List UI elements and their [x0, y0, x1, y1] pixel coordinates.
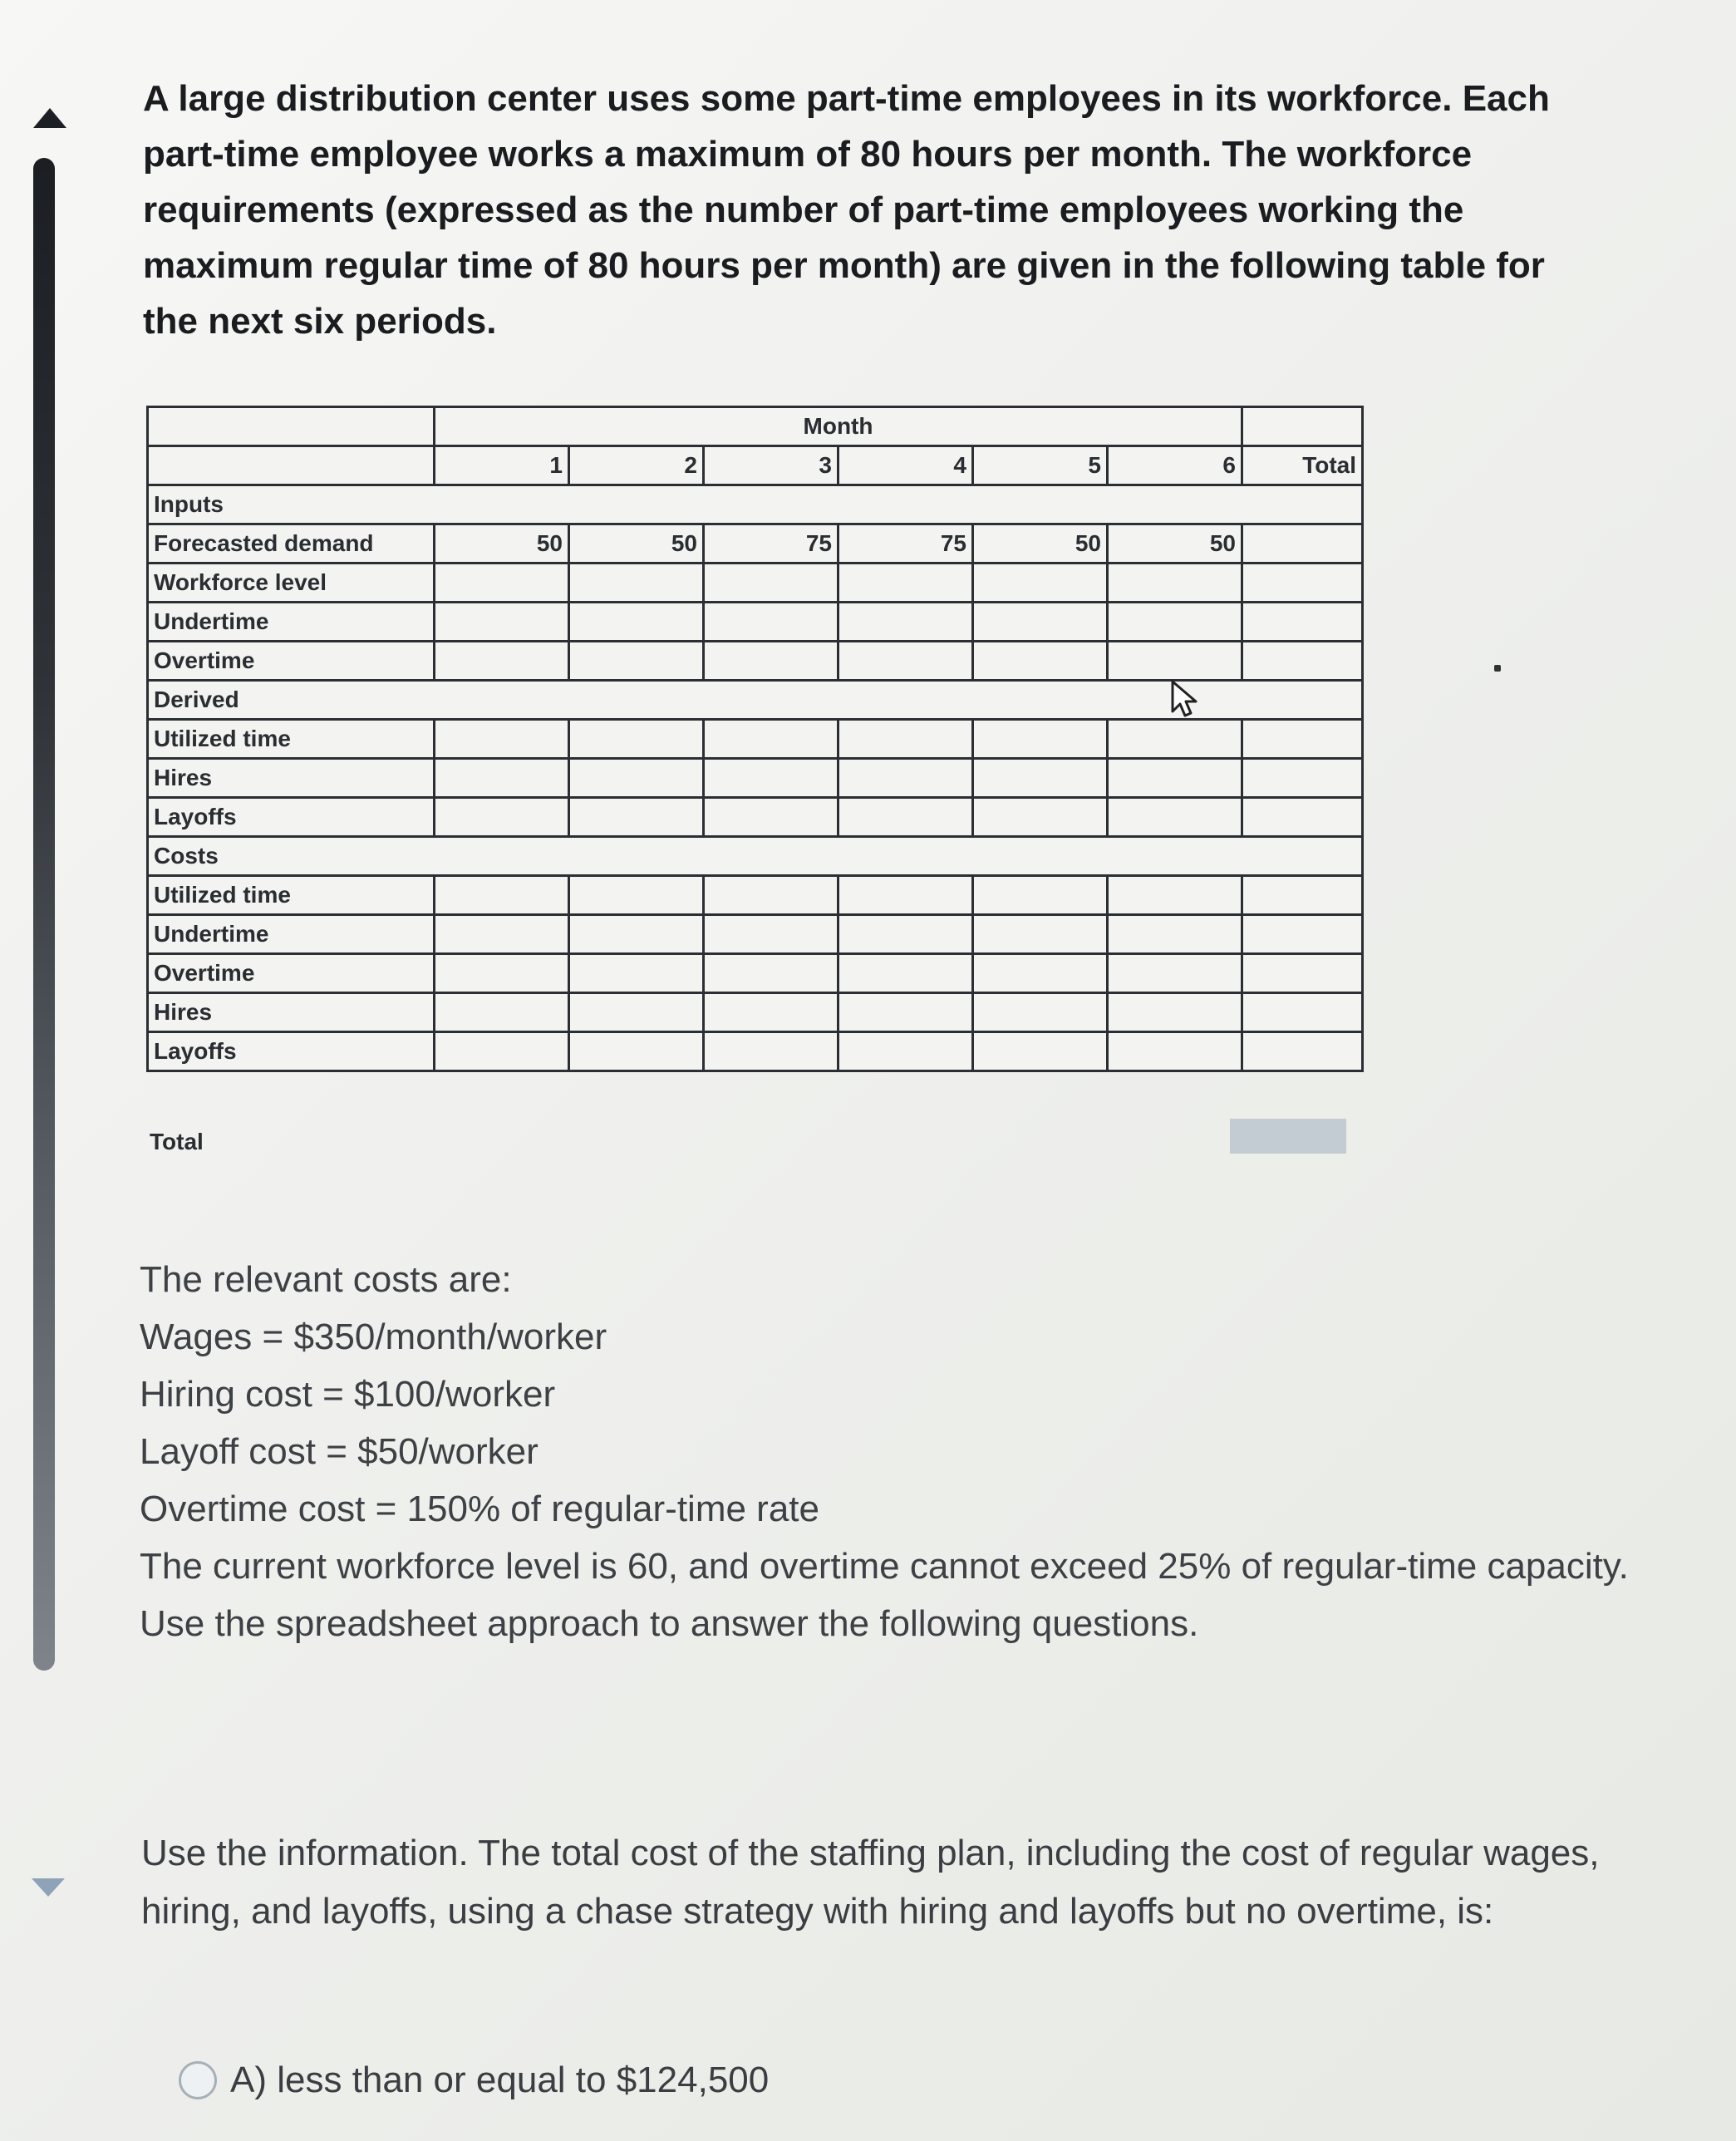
cost-wages: Wages = $350/month/worker: [140, 1317, 607, 1357]
input-cell[interactable]: [569, 603, 704, 642]
cost-cell[interactable]: [838, 993, 973, 1032]
derived-cell[interactable]: [838, 759, 973, 798]
derived-cell[interactable]: [435, 798, 569, 837]
table-row: [148, 798, 1363, 837]
month-header: Month: [435, 407, 1242, 446]
input-cell[interactable]: [973, 642, 1108, 681]
table-row: [148, 993, 1363, 1032]
input-cell[interactable]: [704, 642, 838, 681]
derived-cell[interactable]: [838, 798, 973, 837]
derived-cell[interactable]: [1108, 720, 1242, 759]
row-label-forecasted-demand: Forecasted demand: [148, 524, 435, 564]
corner-blank: [148, 407, 435, 446]
cost-cell[interactable]: [973, 876, 1108, 915]
input-cell[interactable]: [704, 564, 838, 603]
input-cell[interactable]: [569, 564, 704, 603]
cost-cell[interactable]: [435, 876, 569, 915]
cost-cell[interactable]: [973, 993, 1108, 1032]
cost-cell[interactable]: [704, 993, 838, 1032]
relevant-costs: [140, 1251, 1685, 1652]
total-cell: [1242, 564, 1363, 603]
derived-cell[interactable]: [704, 798, 838, 837]
cost-cell[interactable]: [973, 915, 1108, 954]
total-header: Total: [1242, 446, 1363, 485]
total-cell: [1242, 915, 1363, 954]
cost-cell[interactable]: [704, 876, 838, 915]
table-row: [148, 954, 1363, 993]
cost-cell[interactable]: [704, 1032, 838, 1071]
derived-cell[interactable]: [973, 759, 1108, 798]
input-cell[interactable]: [704, 603, 838, 642]
current-workforce-note: The current workforce level is 60, and overtime cannot exceed 25% of regular-time capacity.: [140, 1546, 1629, 1587]
total-cell: [1242, 954, 1363, 993]
grand-total-cell: [1230, 1119, 1346, 1154]
row-label-utilized-time: Utilized time: [148, 720, 435, 759]
spreadsheet: [146, 406, 1364, 1072]
cost-layoff: Layoff cost = $50/worker: [140, 1431, 539, 1472]
input-cell[interactable]: [838, 642, 973, 681]
table-row: [148, 524, 1363, 564]
derived-cell[interactable]: [973, 720, 1108, 759]
derived-cell[interactable]: [435, 759, 569, 798]
aggregate-plan-table: [146, 406, 1364, 1072]
input-cell[interactable]: [973, 564, 1108, 603]
cost-cell[interactable]: [838, 876, 973, 915]
demand-cell[interactable]: 75: [838, 524, 973, 564]
month-col-4: 4: [838, 446, 973, 485]
total-cell: [1242, 993, 1363, 1032]
derived-cell[interactable]: [973, 798, 1108, 837]
table-row: [148, 720, 1363, 759]
input-cell[interactable]: [1108, 564, 1242, 603]
grand-total-label: Total: [150, 1129, 204, 1154]
table-row: [148, 876, 1363, 915]
scroll-down-arrow-icon[interactable]: [32, 1878, 65, 1897]
derived-cell[interactable]: [838, 720, 973, 759]
cost-cell[interactable]: [973, 1032, 1108, 1071]
cost-cell[interactable]: [435, 1032, 569, 1071]
total-cell: [1242, 798, 1363, 837]
cost-hiring: Hiring cost = $100/worker: [140, 1374, 556, 1415]
question-text: Use the information. The total cost of the staffing plan, including the cost of regular wages, hiring, and layoffs, using a chase strategy with hiring and layoffs but no overtime, is:: [141, 1833, 1600, 1932]
input-cell[interactable]: [838, 564, 973, 603]
vertical-scrollbar[interactable]: [25, 91, 75, 1912]
cost-cell[interactable]: [435, 915, 569, 954]
cost-cell[interactable]: [1108, 954, 1242, 993]
row-label-overtime: Overtime: [148, 642, 435, 681]
option-a[interactable]: [179, 2060, 769, 2101]
demand-cell[interactable]: 75: [704, 524, 838, 564]
row-label-workforce-level: Workforce level: [148, 564, 435, 603]
row-label-cost-overtime: Overtime: [148, 954, 435, 993]
cost-cell[interactable]: [569, 915, 704, 954]
month-col-2: 2: [569, 446, 704, 485]
input-cell[interactable]: [435, 564, 569, 603]
total-cell: [1242, 1032, 1363, 1071]
section-costs: Costs: [148, 837, 1363, 876]
month-col-3: 3: [704, 446, 838, 485]
derived-cell[interactable]: [435, 720, 569, 759]
month-col-1: 1: [435, 446, 569, 485]
total-cell: [1242, 642, 1363, 681]
row-label-hires: Hires: [148, 759, 435, 798]
table-row: [148, 759, 1363, 798]
cost-cell[interactable]: [1108, 993, 1242, 1032]
cost-cell[interactable]: [1108, 1032, 1242, 1071]
input-cell[interactable]: [1108, 603, 1242, 642]
scroll-thumb[interactable]: [33, 158, 55, 1671]
cost-cell[interactable]: [838, 915, 973, 954]
month-col-6: 6: [1108, 446, 1242, 485]
table-row: [148, 1032, 1363, 1071]
row-label-cost-hires: Hires: [148, 993, 435, 1032]
derived-cell[interactable]: [569, 798, 704, 837]
input-cell[interactable]: [569, 642, 704, 681]
row-label-cost-utilized-time: Utilized time: [148, 876, 435, 915]
row-label-cost-undertime: Undertime: [148, 915, 435, 954]
instruction: Use the spreadsheet approach to answer the following questions.: [140, 1603, 1199, 1644]
input-cell[interactable]: [973, 603, 1108, 642]
demand-cell[interactable]: 50: [435, 524, 569, 564]
derived-cell[interactable]: [569, 720, 704, 759]
cost-cell[interactable]: [1108, 876, 1242, 915]
input-cell[interactable]: [435, 603, 569, 642]
cost-cell[interactable]: [973, 954, 1108, 993]
row-label-layoffs: Layoffs: [148, 798, 435, 837]
derived-cell[interactable]: [704, 720, 838, 759]
cost-cell[interactable]: [435, 993, 569, 1032]
table-row: [148, 603, 1363, 642]
cost-cell[interactable]: [704, 954, 838, 993]
cost-overtime: Overtime cost = 150% of regular-time rate: [140, 1489, 819, 1529]
section-derived: Derived: [148, 681, 1363, 720]
table-row: [148, 642, 1363, 681]
costs-heading: The relevant costs are:: [140, 1259, 512, 1300]
total-cell: [1242, 759, 1363, 798]
table-row: [148, 915, 1363, 954]
scroll-up-arrow-icon[interactable]: [33, 108, 66, 128]
cost-cell[interactable]: [569, 1032, 704, 1071]
input-cell[interactable]: [435, 642, 569, 681]
cost-cell[interactable]: [838, 954, 973, 993]
derived-cell[interactable]: [569, 759, 704, 798]
cost-cell[interactable]: [569, 993, 704, 1032]
derived-cell[interactable]: [704, 759, 838, 798]
section-inputs: Inputs: [148, 485, 1363, 524]
cost-cell[interactable]: [569, 954, 704, 993]
cost-cell[interactable]: [838, 1032, 973, 1071]
intro-paragraph: A large distribution center uses some part-time employees in its workforce. Each part-time employee works a maximum of 80 hours per month. The workforce requirements (expressed as the number of part-time employees working the maximum regular time of 80 hours per month) are given in the following table for the next six periods.: [143, 78, 1550, 342]
row-label-undertime: Undertime: [148, 603, 435, 642]
mouse-pointer-icon: [1168, 678, 1206, 720]
table-row: [148, 564, 1363, 603]
total-cell: [1242, 603, 1363, 642]
month-col-5: 5: [973, 446, 1108, 485]
total-cell: [1242, 720, 1363, 759]
input-cell[interactable]: [1108, 642, 1242, 681]
derived-cell[interactable]: [1108, 759, 1242, 798]
stray-mark: [1494, 665, 1501, 672]
cost-cell[interactable]: [1108, 915, 1242, 954]
demand-cell[interactable]: 50: [1108, 524, 1242, 564]
option-a-label: A) less than or equal to $124,500: [230, 2060, 770, 2100]
demand-cell[interactable]: 50: [569, 524, 704, 564]
total-cell: [1242, 876, 1363, 915]
derived-cell[interactable]: [1108, 798, 1242, 837]
input-cell[interactable]: [838, 603, 973, 642]
cost-cell[interactable]: [569, 876, 704, 915]
demand-cell[interactable]: 50: [973, 524, 1108, 564]
total-cell: [1242, 524, 1363, 564]
row-label-cost-layoffs: Layoffs: [148, 1032, 435, 1071]
cost-cell[interactable]: [435, 954, 569, 993]
cost-cell[interactable]: [704, 915, 838, 954]
radio-button[interactable]: [179, 2061, 217, 2099]
